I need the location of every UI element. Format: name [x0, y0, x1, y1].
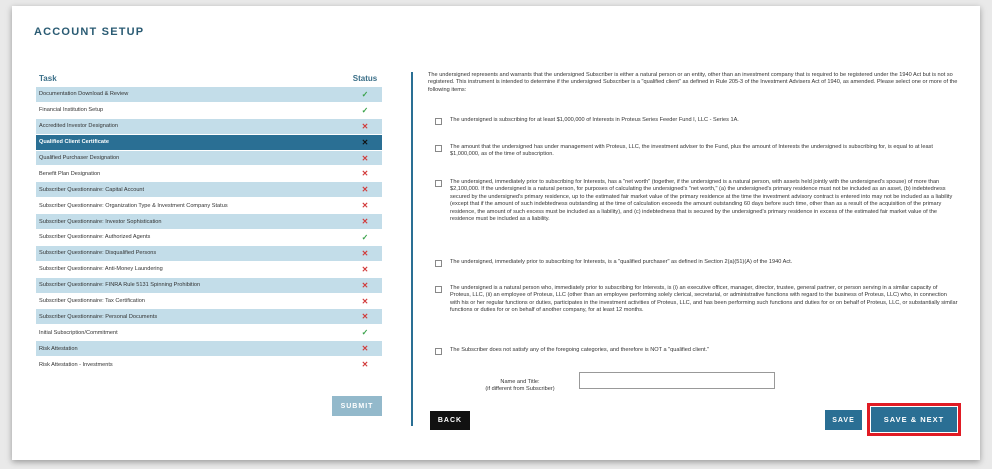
cross-icon: ✕ — [361, 201, 369, 211]
task-label: Subscriber Questionnaire: Investor Sophistication — [39, 218, 162, 225]
submit-button[interactable]: SUBMIT — [332, 396, 382, 416]
task-row[interactable] — [36, 246, 382, 262]
check-icon: ✓ — [361, 105, 369, 115]
check-icon: ✓ — [361, 89, 369, 99]
name-title-label-line1: Name and Title: — [500, 379, 540, 385]
task-label: Subscriber Questionnaire: Anti-Money Laundering — [39, 266, 163, 273]
option-checkbox[interactable] — [435, 118, 442, 125]
cross-icon: ✕ — [361, 185, 369, 195]
page-title: ACCOUNT SETUP — [34, 26, 145, 38]
task-row[interactable] — [36, 341, 382, 357]
save-button[interactable]: SAVE — [825, 410, 862, 430]
option-checkbox[interactable] — [435, 145, 442, 152]
cross-icon: ✕ — [361, 264, 369, 274]
task-row[interactable] — [36, 309, 382, 325]
option-text: The undersigned, immediately prior to subscribing for Interests, is a "qualified purchaser" as defined in Section 2(a)(51)(A) of the 1940 Act. — [450, 259, 793, 265]
option-row — [428, 144, 958, 159]
task-row[interactable] — [36, 151, 382, 167]
option-text: The undersigned is subscribing for at least $1,000,000 of Interests in Proteus Series Feeder Fund I, LLC - Series 1A. — [450, 117, 739, 123]
task-row[interactable] — [36, 357, 382, 373]
check-icon: ✓ — [361, 232, 369, 242]
option-text: The Subscriber does not satisfy any of the foregoing categories, and therefore is NOT a "qualified client." — [450, 347, 710, 353]
task-label: Initial Subscription/Commitment — [39, 329, 118, 336]
status-column-header: Status — [352, 74, 378, 83]
option-row — [428, 117, 958, 125]
qualified-client-form — [428, 72, 958, 353]
option-checkbox[interactable] — [435, 260, 442, 267]
check-icon: ✓ — [361, 328, 369, 338]
cross-icon: ✕ — [361, 296, 369, 306]
task-row[interactable] — [36, 87, 382, 103]
task-label: Subscriber Questionnaire: Organization Type & Investment Company Status — [39, 202, 228, 209]
option-row — [428, 285, 958, 315]
option-checkbox[interactable] — [435, 180, 442, 187]
option-checkbox[interactable] — [435, 348, 442, 355]
task-row[interactable] — [36, 119, 382, 135]
task-label: Subscriber Questionnaire: Capital Account — [39, 186, 145, 193]
cross-icon: ✕ — [361, 169, 369, 179]
task-label: Qualified Purchaser Designation — [39, 155, 120, 161]
task-table — [36, 71, 382, 373]
name-title-label — [470, 379, 570, 394]
task-row[interactable] — [36, 214, 382, 230]
task-column-header: Task — [39, 74, 57, 83]
task-label: Risk Attestation - Investments — [39, 361, 113, 368]
option-checkbox[interactable] — [435, 286, 442, 293]
task-label: Accredited Investor Designation — [39, 123, 118, 130]
back-button[interactable]: BACK — [430, 411, 470, 430]
name-title-input[interactable] — [579, 372, 775, 389]
cross-icon: ✕ — [361, 121, 369, 131]
cross-icon: ✕ — [361, 280, 369, 290]
task-row[interactable] — [36, 166, 382, 182]
cross-icon: ✕ — [361, 312, 369, 322]
save-and-next-button[interactable]: SAVE & NEXT — [871, 407, 957, 432]
task-label: Risk Attestation — [39, 345, 78, 352]
panel-divider — [411, 72, 413, 426]
task-row[interactable] — [36, 230, 382, 246]
cross-icon: ✕ — [361, 137, 369, 147]
task-label: Subscriber Questionnaire: Personal Documents — [39, 313, 158, 320]
task-label: Subscriber Questionnaire: Authorized Agents — [39, 234, 151, 241]
task-label: Qualified Client Certificate — [39, 139, 109, 146]
task-label: Subscriber Questionnaire: Disqualified Persons — [39, 250, 157, 257]
option-row — [428, 179, 958, 223]
cross-icon: ✕ — [361, 344, 369, 354]
option-text: The amount that the undersigned has under management with Proteus, LLC, the investment adviser to the Fund, plus the amount of Interests the undersigned is subscribing for, is equal to at least $1,000,000, as of the time of subscription. — [450, 144, 933, 158]
task-row[interactable] — [36, 182, 382, 198]
cross-icon: ✕ — [361, 217, 369, 227]
task-table-header — [36, 71, 382, 86]
task-row[interactable] — [36, 278, 382, 294]
option-row — [428, 347, 958, 355]
task-row[interactable] — [36, 103, 382, 119]
option-row — [428, 259, 958, 267]
name-title-label-line2: (if different from Subscriber) — [485, 386, 555, 393]
task-label: Financial Institution Setup — [39, 107, 104, 114]
cross-icon: ✕ — [361, 153, 369, 163]
task-label: Subscriber Questionnaire: Tax Certification — [39, 298, 145, 305]
task-row[interactable] — [36, 294, 382, 310]
form-intro: The undersigned represents and warrants that the undersigned Subscriber is either a natural person or an entity, other than an investment company that is required to be registered under the 1940 Act but is not so registered. This instrument is intended to determine if the undersigned Subscriber is a "qualified client" as defined in Rule 205-3 of the Investment Advisers Act of 1940, as amended. Please select one or more of the following items: — [428, 72, 958, 93]
task-row[interactable] — [36, 135, 382, 151]
task-label: Benefit Plan Designation — [39, 170, 101, 177]
option-text: The undersigned is a natural person who, immediately prior to subscribing for Interests, is (i) an executive officer, manager, director, trustee, general partner, or person serving in a similar capacity of Proteus, LLC, (ii) an employee of Proteus, LLC (other than an employee performing solely clerical, secretarial, or administrative functions with regard to the business of Proteus, LLC) who, in connection with his or her regular functions or duties, participates in the investment activities of Proteus, LLC, and has been performing such functions and duties for or on behalf of Proteus, LLC, or substantially similar functions or duties for or on behalf of another company, for at least 12 months. — [450, 285, 958, 314]
task-row[interactable] — [36, 198, 382, 214]
task-label: Documentation Download & Review — [39, 91, 129, 98]
task-label: Subscriber Questionnaire: FINRA Rule 5131 Spinning Prohibition — [39, 282, 201, 289]
cross-icon: ✕ — [361, 360, 369, 370]
option-text: The undersigned, immediately prior to subscribing for Interests, has a "net worth" (together, if the undersigned is a natural person, with assets held jointly with the undersigned's spouse) of more than $2,100,000. If the undersigned is a natural person, for purposes of calculating the undersigned's "net worth," (a) the undersigned's primary residence must not be included as an asset, (b) indebtedness secured by the undersigned's primary residence, up to the estimated fair market value of the primary residence at the time the investment advisory contract is entered into may not be included as a liability (except that if the amount of such indebtedness outstanding at the time of calculation exceeds the amount outstanding 60 days before such time, other than as a result of the acquisition of the primary residence, the amount of such excess must be included as a liability), and (c) indebtedness that is secured by the undersigned's primary residence in excess of the estimated fair market value of the residence must be included as a liability. — [450, 179, 953, 223]
task-row[interactable] — [36, 262, 382, 278]
task-row[interactable] — [36, 325, 382, 341]
task-list — [36, 87, 382, 373]
cross-icon: ✕ — [361, 248, 369, 258]
